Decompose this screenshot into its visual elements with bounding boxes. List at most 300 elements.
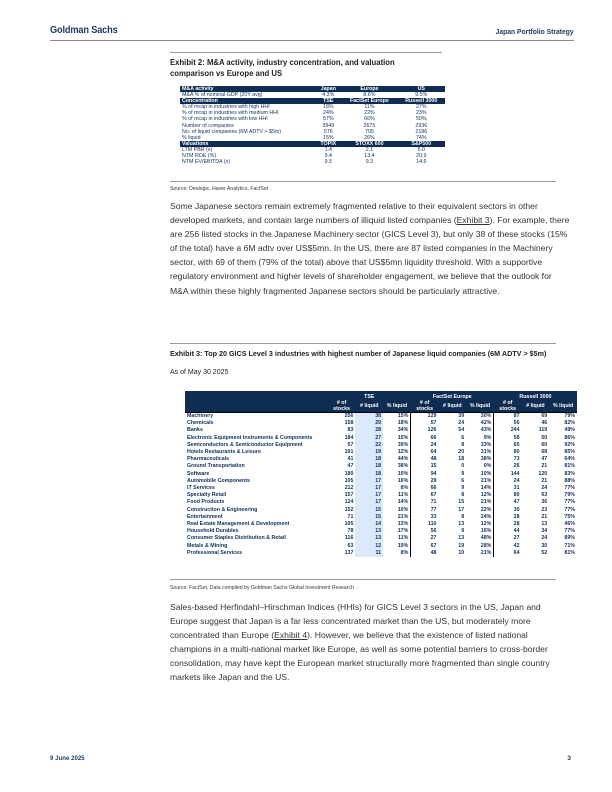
cell-value: 28% xyxy=(480,542,492,549)
cell-value: 0 xyxy=(461,463,465,470)
industry-name: Electronic Equipment Instruments & Components xyxy=(187,434,313,441)
cell-value: 9 xyxy=(461,470,465,477)
cell-value: 19 xyxy=(458,542,465,549)
cell-value: 34% xyxy=(397,427,409,434)
cell-value: 705 xyxy=(365,128,374,135)
cell-value: 144 xyxy=(494,471,522,478)
cell-value: 15% xyxy=(397,434,409,441)
group-header: Russell 3000 xyxy=(494,391,577,400)
industry-name: Machinery xyxy=(185,413,328,421)
industry-name: Ground Transportation xyxy=(187,463,245,470)
cell-value: 18% xyxy=(323,104,334,111)
cell-value: 22% xyxy=(480,506,492,513)
cell-value: 77 xyxy=(411,507,439,514)
cell-value: 15 xyxy=(355,507,383,514)
cell-value: 46 xyxy=(541,420,548,427)
column-header: # liquid xyxy=(355,400,383,413)
cell-value: 14% xyxy=(397,499,409,506)
exhibit2-top-rule xyxy=(170,52,442,53)
cell-value: 9.5 xyxy=(324,159,332,166)
table-row xyxy=(185,499,577,506)
cell-value: 15% xyxy=(383,413,411,421)
industry-name: Chemicals xyxy=(187,420,214,427)
footer-date: 9 June 2025 xyxy=(50,755,85,762)
cell-value: 30 xyxy=(494,507,522,514)
cell-value: 41 xyxy=(347,456,354,463)
row-label: NTM EV/EBITDA (x) xyxy=(182,159,230,166)
cell-value: 46% xyxy=(564,521,575,528)
table-row xyxy=(185,485,577,492)
cell-value: 57% xyxy=(323,116,334,123)
cell-value: 9% xyxy=(483,434,492,441)
cell-value: 85% xyxy=(564,449,575,456)
cell-value: 71 xyxy=(411,499,439,506)
exhibit3-subtitle: As of May 30 2025 xyxy=(170,369,229,376)
cell-value: 137 xyxy=(344,549,354,556)
cell-value: 15% xyxy=(323,134,334,141)
table-row xyxy=(185,507,577,514)
cell-value: 17 xyxy=(355,499,383,506)
table-row xyxy=(185,550,577,557)
row-label: % liquid xyxy=(182,134,201,141)
cell-value: 50% xyxy=(415,116,427,123)
exhibit2-bottom-rule xyxy=(170,181,556,182)
cell-value: 24 xyxy=(541,535,548,542)
row-label: % of mcap in industries with high HHI xyxy=(182,104,270,111)
cell-value: 119 xyxy=(538,427,548,434)
cell-value: 20.9 xyxy=(416,153,427,160)
cell-value: 17 xyxy=(355,492,383,499)
cell-value: 9.5% xyxy=(415,92,428,99)
cell-value: 50 xyxy=(541,434,548,441)
cell-value: 12% xyxy=(480,521,492,528)
table-row xyxy=(185,478,577,485)
cell-value: 23% xyxy=(415,110,427,117)
cell-value: 129 xyxy=(411,413,439,421)
industry-name: Professional Services xyxy=(187,549,243,556)
cell-value: 33% xyxy=(480,441,492,448)
cell-value: 38 xyxy=(355,413,383,421)
cell-value: 82% xyxy=(564,420,575,427)
row-label: No. of liquid companies (6M ADTV > $5m) xyxy=(182,128,282,135)
industry-name: Household Durables xyxy=(187,528,239,535)
cell-value: 77% xyxy=(564,506,575,513)
cell-value: 48 xyxy=(411,550,439,557)
cell-value: 21 xyxy=(541,477,548,484)
page-header xyxy=(50,22,574,41)
page-number: 3 xyxy=(567,755,571,762)
cell-value: 180 xyxy=(344,470,354,477)
cell-value: 23 xyxy=(541,506,548,513)
cell-value: 11% xyxy=(364,104,375,111)
column-header: US xyxy=(398,86,445,92)
exhibit2-source: Source: Dealogic, Haver Analytics, FactSet xyxy=(170,186,269,192)
cell-value: 105 xyxy=(344,477,354,484)
cell-value: 17 xyxy=(355,478,383,485)
cell-value: 11 xyxy=(355,550,383,557)
cell-value: 67 xyxy=(411,543,439,550)
cell-value: 158 xyxy=(344,420,354,427)
industry-name: Construction & Engineering xyxy=(187,506,258,513)
cell-value: 44% xyxy=(397,456,409,463)
cell-value: 64% xyxy=(564,456,575,463)
cell-value: 83% xyxy=(564,470,575,477)
column-header: Russell 3000 xyxy=(398,98,445,104)
industry-name: Hotels Restaurants & Leisure xyxy=(187,449,261,456)
cell-value: 56 xyxy=(494,420,522,427)
table-row xyxy=(180,159,445,165)
cell-value: 120 xyxy=(538,470,548,477)
cell-value: 2675 xyxy=(363,122,376,129)
cell-value: 60 xyxy=(541,441,548,448)
cell-value: 12% xyxy=(397,449,409,456)
column-header: Europe xyxy=(341,86,397,92)
column-header-row xyxy=(185,400,577,413)
cell-value: 184 xyxy=(344,434,354,441)
row-label: M&A % of nominal GDP (20Y avg) xyxy=(182,92,263,99)
cell-value: 77% xyxy=(564,499,575,506)
industry-name: Software xyxy=(187,470,210,477)
cell-value: 12 xyxy=(355,543,383,550)
cell-value: 63 xyxy=(347,542,354,549)
cell-value: 11% xyxy=(397,492,409,499)
cell-value: 29 xyxy=(355,420,383,427)
cell-value: 89% xyxy=(564,535,575,542)
column-header: % liquid xyxy=(466,400,494,413)
cell-value: 77% xyxy=(564,528,575,535)
column-header: % liquid xyxy=(549,400,577,413)
row-label: % of mcap in industries with medium HHI xyxy=(182,110,279,117)
row-label: LTM PBR (x) xyxy=(182,146,213,153)
cell-value: 15 xyxy=(458,499,465,506)
cell-value: 79% xyxy=(564,492,575,499)
cell-value: 24% xyxy=(480,513,492,520)
cell-value: 47 xyxy=(347,463,354,470)
cell-value: 73 xyxy=(494,456,522,463)
table-row xyxy=(185,463,577,470)
cell-value: 66 xyxy=(411,435,439,442)
cell-value: 105 xyxy=(344,521,354,528)
cell-value: 88% xyxy=(564,477,575,484)
table-row xyxy=(185,427,577,434)
table-row xyxy=(185,521,577,528)
cell-value: 26 xyxy=(494,463,522,470)
column-header: # of stocks xyxy=(494,400,522,413)
section-title: Valuations xyxy=(180,141,315,147)
table-row xyxy=(185,528,577,535)
cell-value: 64 xyxy=(411,449,439,456)
cell-value: 576 xyxy=(323,128,333,135)
cell-value: 126 xyxy=(411,427,439,434)
table-row xyxy=(185,413,577,421)
cell-value: 39 xyxy=(438,413,466,421)
cell-value: 2936 xyxy=(415,122,428,129)
exhibit3-source: Source: FactSet, Data compiled by Goldman Sachs Global Investment Research xyxy=(170,585,354,591)
cell-value: 8.6% xyxy=(363,92,376,99)
cell-value: 31% xyxy=(480,449,492,456)
cell-value: 24 xyxy=(458,420,465,427)
row-label: NTM ROE (%) xyxy=(182,153,217,160)
cell-value: 157 xyxy=(344,492,354,499)
cell-value: 2186 xyxy=(415,128,428,135)
cell-value: 22 xyxy=(355,442,383,449)
exhibit3-table xyxy=(185,391,577,557)
column-header: # liquid xyxy=(522,400,550,413)
exhibit3-title: Exhibit 3: Top 20 GICS Level 3 industries with highest number of Japanese liquid companies (6M ADTV > $5m) xyxy=(170,349,547,358)
cell-value: 21 xyxy=(541,463,548,470)
cell-value: 10 xyxy=(458,549,465,556)
cell-value: 13 xyxy=(541,521,548,528)
cell-value: 71% xyxy=(564,542,575,549)
cell-value: 13 xyxy=(458,521,465,528)
table-row xyxy=(185,456,577,463)
cell-value: 13 xyxy=(458,535,465,542)
cell-value: 8 xyxy=(461,513,465,520)
industry-name: IT Services xyxy=(187,485,215,492)
cell-value: 75% xyxy=(564,513,575,520)
cell-value: 28 xyxy=(355,427,383,434)
cell-value: 79% xyxy=(549,413,577,421)
cell-value: 80 xyxy=(494,492,522,499)
column-header: TOPIX xyxy=(315,141,341,147)
cell-value: 38% xyxy=(397,463,409,470)
cell-value: 74% xyxy=(415,134,427,141)
table-row xyxy=(185,492,577,499)
cell-value: 110 xyxy=(411,521,439,528)
cell-value: 18 xyxy=(355,463,383,470)
industry-name: Consumer Staples Distribution & Retail xyxy=(187,535,286,542)
cell-value: 21% xyxy=(480,499,492,506)
exhibit2-title: Exhibit 2: M&A activity, industry concentration, and valuation comparison vs Europe and US xyxy=(170,57,395,78)
industry-name: Semiconductors & Semiconductor Equipment xyxy=(187,441,303,448)
cell-value: 29 xyxy=(411,478,439,485)
cell-value: 19 xyxy=(355,449,383,456)
cell-value: 66 xyxy=(411,485,439,492)
cell-value: 36 xyxy=(541,499,548,506)
cell-value: 9.3 xyxy=(365,159,374,166)
cell-value: 49% xyxy=(564,427,575,434)
cell-value: 33 xyxy=(411,514,439,521)
cell-value: 13% xyxy=(397,521,409,528)
cell-value: 244 xyxy=(494,427,522,434)
cell-value: 38% xyxy=(480,456,492,463)
column-header: # of stocks xyxy=(411,400,439,413)
cell-value: 42% xyxy=(480,420,492,427)
table-row xyxy=(185,535,577,542)
column-header: TSE xyxy=(315,98,341,104)
cell-value: 5.0 xyxy=(417,146,425,153)
cell-value: 0% xyxy=(483,463,492,470)
cell-value: 9.4 xyxy=(324,153,332,160)
cell-value: 12% xyxy=(480,492,492,499)
cell-value: 81% xyxy=(564,463,575,470)
table-row xyxy=(185,435,577,442)
cell-value: 19% xyxy=(397,542,409,549)
cell-value: 71 xyxy=(347,513,354,520)
blank-header xyxy=(185,391,328,400)
cell-value: 63 xyxy=(541,492,548,499)
cell-value: 87 xyxy=(494,413,522,421)
paragraph-fragmentation: Some Japanese sectors remain extremely fragmented relative to their equivalent sectors in other developed markets, and contain large numbers of illiquid listed companies (Exhibit 3). For example, there are 256 listed stocks in the Japanese Machinery sector (GICS Level 3), but only 38 of these stocks (15% of the total) have a 6M adtv over US$5mn. In the US, there are 87 listed companies in the Machinery sector, with 69 of them (79% of the total) above that US$5mn liquidity threshold. With a supportive regulatory environment and higher levels of shareholder engagement, we believe that the outlook for M&A within these highly fragmented Japanese sectors should be particularly attractive. xyxy=(170,201,570,296)
cell-value: 58 xyxy=(494,435,522,442)
exhibit4-link[interactable]: Exhibit 4 xyxy=(274,630,308,641)
cell-value: 4.3% xyxy=(322,92,335,99)
cell-value: 13 xyxy=(355,535,383,542)
report-series: Japan Portfolio Strategy xyxy=(495,27,574,36)
section-title: M&A activity xyxy=(180,86,315,92)
industry-name: Entertainment xyxy=(187,513,223,520)
cell-value: 27% xyxy=(415,104,427,111)
cell-value: 44 xyxy=(494,528,522,535)
cell-value: 124 xyxy=(344,499,354,506)
group-header: TSE xyxy=(328,391,411,400)
cell-value: 65 xyxy=(494,442,522,449)
cell-value: 27 xyxy=(494,535,522,542)
table-row xyxy=(185,420,577,427)
cell-value: 43% xyxy=(480,427,492,434)
cell-value: 31 xyxy=(494,485,522,492)
cell-value: 78 xyxy=(347,528,354,535)
cell-value: 10% xyxy=(397,470,409,477)
cell-value: 47 xyxy=(494,499,522,506)
industry-name: Automobile Components xyxy=(187,477,250,484)
column-header: S&P500 xyxy=(398,141,445,147)
cell-value: 17% xyxy=(397,528,409,535)
cell-value: 57 xyxy=(347,441,354,448)
cell-value: 10% xyxy=(397,506,409,513)
cell-value: 17 xyxy=(355,485,383,492)
cell-value: 21 xyxy=(541,513,548,520)
cell-value: 14% xyxy=(480,485,492,492)
cell-value: 18 xyxy=(458,456,465,463)
cell-value: 8% xyxy=(400,549,409,556)
industry-name: Real Estate Management & Development xyxy=(187,521,290,528)
cell-value: 27 xyxy=(411,535,439,542)
cell-value: 256 xyxy=(328,413,356,421)
cell-value: 69 xyxy=(522,413,550,421)
cell-value: 14 xyxy=(355,521,383,528)
section-title: Concentration xyxy=(180,98,315,104)
cell-value: 56 xyxy=(411,528,439,535)
cell-value: 21% xyxy=(480,477,492,484)
cell-value: 9 xyxy=(461,528,465,535)
table-row xyxy=(185,514,577,521)
cell-value: 27 xyxy=(355,435,383,442)
cell-value: 83 xyxy=(347,427,354,434)
table-row xyxy=(185,449,577,456)
group-header-row xyxy=(185,391,577,400)
paragraph-hhi: Sales-based Herfindahl–Hirschman Indices (HHIs) for GICS Level 3 sectors in the US, Japan and Europe suggest that Japan is a far less concentrated market than the US, but moderately more concentrated than Europe (Exhibit 4). However, we believe that the existence of listed national champions in a multi-national market like Europe, as well as some potential barriers to cross-border consolidation, may have kept the European market structurally more fragmented than single country markets like Japan and the US. xyxy=(170,602,550,683)
industry-name: Metals & Mining xyxy=(187,542,228,549)
cell-value: 34 xyxy=(541,528,548,535)
industry-name: Specialty Retail xyxy=(187,492,227,499)
cell-value: 80 xyxy=(494,449,522,456)
cell-value: 21% xyxy=(480,549,492,556)
cell-value: 16% xyxy=(480,528,492,535)
cell-value: 16% xyxy=(397,477,409,484)
exhibit3-bottom-rule xyxy=(170,579,556,580)
cell-value: 13.4 xyxy=(364,153,375,160)
cell-value: 26% xyxy=(364,134,375,141)
cell-value: 39% xyxy=(397,441,409,448)
cell-value: 24 xyxy=(494,478,522,485)
cell-value: 13 xyxy=(355,528,383,535)
cell-value: 24 xyxy=(411,442,439,449)
cell-value: 212 xyxy=(344,485,354,492)
cell-value: 57 xyxy=(411,420,439,427)
cell-value: 152 xyxy=(344,506,354,513)
cell-value: 18% xyxy=(397,420,409,427)
cell-value: 92% xyxy=(564,441,575,448)
industry-name: Banks xyxy=(187,427,203,434)
cell-value: 10% xyxy=(480,470,492,477)
cell-value: 8% xyxy=(400,485,409,492)
cell-value: 18 xyxy=(355,471,383,478)
cell-value: 77% xyxy=(564,485,575,492)
cell-value: 66% xyxy=(364,116,375,123)
cell-value: 15 xyxy=(355,514,383,521)
row-label: % of mcap in industries with low HHI xyxy=(182,116,268,123)
exhibit3-link[interactable]: Exhibit 3 xyxy=(456,215,490,226)
cell-value: 24 xyxy=(541,485,548,492)
cell-value: 64 xyxy=(494,550,522,557)
table-row xyxy=(185,471,577,478)
group-header: FactSet Europe xyxy=(411,391,494,400)
industry-name: Food Products xyxy=(187,499,225,506)
cell-value: 47 xyxy=(541,456,548,463)
blank-header xyxy=(185,400,328,413)
cell-value: 67 xyxy=(411,492,439,499)
cell-value: 9 xyxy=(461,485,465,492)
brand-logo: Goldman Sachs xyxy=(50,24,118,36)
cell-value: 11% xyxy=(397,535,409,542)
table-row xyxy=(185,543,577,550)
cell-value: 6 xyxy=(461,477,465,484)
row-label: Number of companies xyxy=(182,122,234,129)
cell-value: 42 xyxy=(494,543,522,550)
cell-value: 14.6 xyxy=(416,159,427,166)
cell-value: 24% xyxy=(323,110,334,117)
cell-value: 86% xyxy=(564,434,575,441)
column-header: # liquid xyxy=(438,400,466,413)
column-header: FactSet Europe xyxy=(341,98,397,104)
cell-value: 1.4 xyxy=(324,146,332,153)
cell-value: 28 xyxy=(494,521,522,528)
cell-value: 116 xyxy=(344,535,354,542)
cell-value: 8 xyxy=(461,441,465,448)
cell-value: 22% xyxy=(364,110,375,117)
cell-value: 48 xyxy=(411,456,439,463)
cell-value: 52 xyxy=(541,549,548,556)
cell-value: 161 xyxy=(344,449,354,456)
cell-value: 3949 xyxy=(322,122,335,129)
cell-value: 15 xyxy=(411,463,439,470)
column-header: Japan xyxy=(315,86,341,92)
cell-value: 21% xyxy=(397,513,409,520)
cell-value: 30% xyxy=(466,413,494,421)
industry-name: Pharmaceuticals xyxy=(187,456,230,463)
table-row xyxy=(185,442,577,449)
cell-value: 8 xyxy=(461,492,465,499)
cell-value: 54 xyxy=(458,427,465,434)
column-header: # of stocks xyxy=(328,400,356,413)
cell-value: 28 xyxy=(494,514,522,521)
column-header: STOXX 600 xyxy=(341,141,397,147)
exhibit3-top-rule xyxy=(170,343,556,344)
cell-value: 20 xyxy=(458,449,465,456)
exhibit2-table xyxy=(180,86,445,165)
cell-value: 18 xyxy=(355,456,383,463)
